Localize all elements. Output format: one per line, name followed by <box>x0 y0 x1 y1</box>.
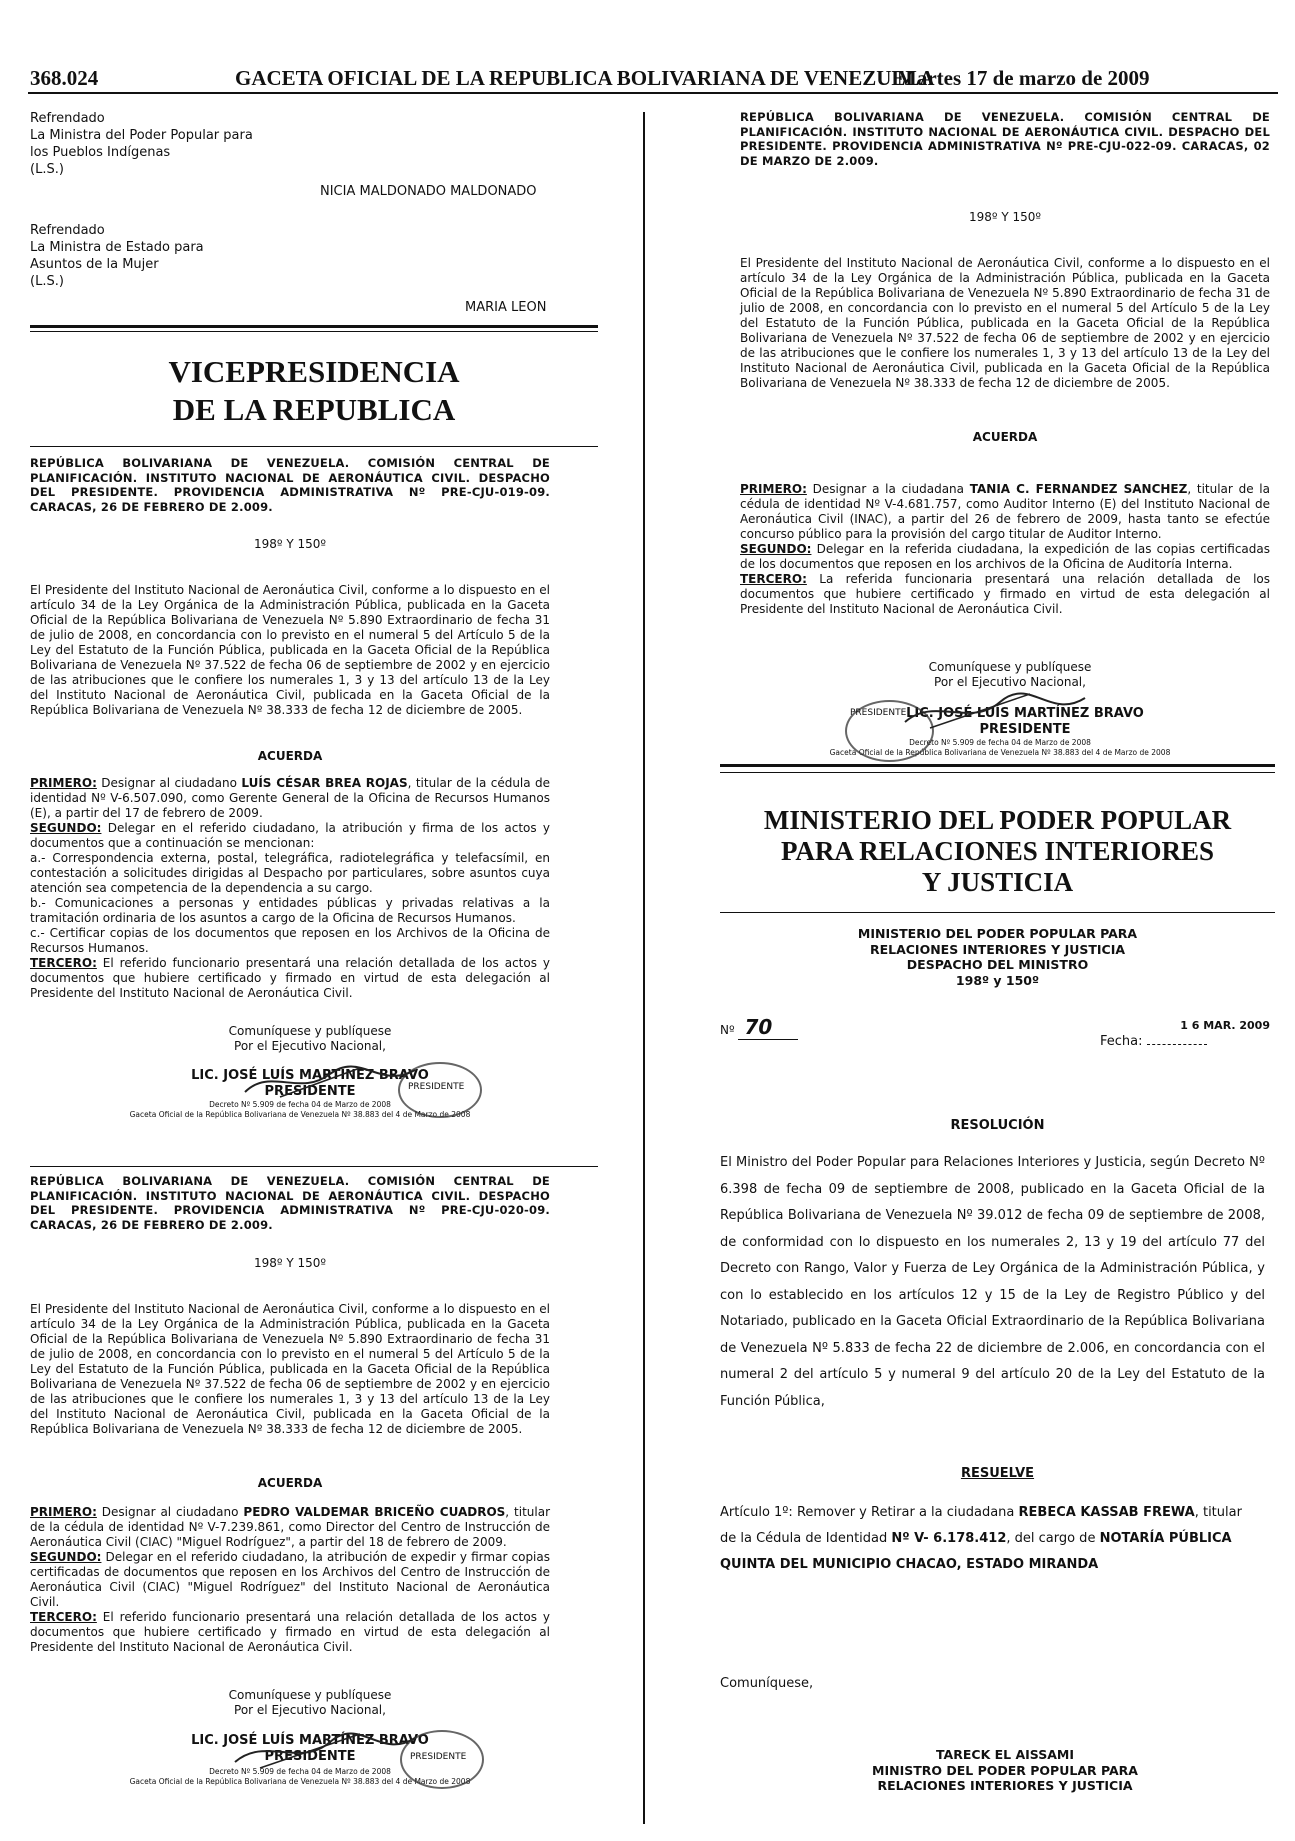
header-rule <box>28 92 1278 94</box>
acuerda-heading: ACUERDA <box>257 749 323 763</box>
ministry-heading: MINISTERIO DEL PODER POPULAR PARA RELACIONES INTERIORES Y JUSTICIA DESPACHO DEL MINISTRO 198º y 150º <box>857 926 1138 988</box>
section-rule <box>30 325 598 328</box>
signature-block: Comuníquese y publíquese Por el Ejecutivo Nacional, <box>228 1688 392 1717</box>
resuelve-heading: RESUELVE <box>960 1466 1035 1481</box>
section-rule <box>30 331 598 332</box>
signer-block: LIC. JOSÉ LUÍS MARTÍNEZ BRAVO PRESIDENTE <box>191 1733 429 1764</box>
signer-name: NICIA MALDONADO MALDONADO <box>320 184 537 199</box>
resolution-number: Nº 70 <box>720 1020 830 1039</box>
articulo-1: Artículo 1º: Remover y Retirar a la ciudadana REBECA KASSAB FREWA, titular de la Cédula de Identidad Nº V- 6.178.412, del cargo de NOTARÍA PÚBLICA QUINTA DEL MUNICIPIO CHACAO, ESTADO MIRANDA <box>720 1505 1242 1572</box>
signature-block: Comuníquese y publíquese Por el Ejecutivo Nacional, <box>228 1024 392 1053</box>
providencia-heading: REPÚBLICA BOLIVARIANA DE VENEZUELA. COMISIÓN CENTRAL DE PLANIFICACIÓN. INSTITUTO NACIONAL DE AERONÁUTICA CIVIL. DESPACHO DEL PRESIDENTE. PROVIDENCIA ADMINISTRATIVA Nº PRE-CJU-020-09. CARACAS, 26 DE FEBRERO DE 2.009. <box>30 1174 550 1232</box>
providencia-intro: El Presidente del Instituto Nacional de Aeronáutica Civil, conforme a lo dispuesto en el artículo 34 de la Ley Orgánica de la Administración Pública, publicada en la Gaceta Oficial de la República Bolivariana de Venezuela Nº 5.890 Extraordinario de fecha 31 de julio de 2008, en concordancia con lo previsto en el numeral 5 del Artículo 5 de la Ley del Estatuto de la Función Pública, publicada en la Gaceta Oficial de la República Bolivariana de Venezuela Nº 37.522 de fecha 06 de septiembre de 2002 y en ejercicio de las atribuciones que le confiere los numerales 1, 3 y 13 del artículo 13 de la Ley del Instituto Nacional de Aeronáutica Civil, publicada en la Gaceta Oficial de la República Bolivariana de Venezuela Nº 38.333 de fecha 12 de diciembre de 2005. <box>30 583 550 717</box>
resolucion-heading: RESOLUCIÓN <box>950 1118 1045 1133</box>
gazette-date: Martes 17 de marzo de 2009 <box>897 66 1150 90</box>
providencia-articles: PRIMERO: Designar a la ciudadana TANIA C. FERNANDEZ SANCHEZ, titular de la cédula de identidad Nº V-4.681.757, como Auditor Interno (E) del Instituto Nacional de Aeronáutica Civil (INAC), a partir del 26 de febrero de 2009, hasta tanto se efectúe concurso público para la provisión del cargo titular de Auditor Interno. SEGUNDO: Delegar en la referida ciudadana, la expedición de las copias certificadas de los documentos que reposen en los archivos de la Oficina de Auditoría Interna. TERCERO: La referida funcionaria presentará una relación detallada de los documentos que hubiere certificado y firmado en virtud de esta delegación al Presidente del Instituto Nacional de Aeronáutica Civil. <box>740 482 1270 616</box>
resolution-date: 1 6 MAR. 2009 Fecha: <box>1100 1019 1270 1049</box>
signer-credentials: Decreto Nº 5.909 de fecha 04 de Marzo de 2008 Gaceta Oficial de la República Bolivariana de Venezuela Nº 38.883 del 4 de Marzo de 2008 <box>129 1767 471 1786</box>
years-line: 198º Y 150º <box>253 1256 327 1270</box>
comuniquese-text: Comuníquese, <box>720 1676 814 1691</box>
providencia-articles: PRIMERO: Designar al ciudadano LUÍS CÉSAR BREA ROJAS, titular de la cédula de identidad Nº V-6.507.090, como Gerente General de la Oficina de Recursos Humanos (E), a partir del 17 de febrero de 2009. SEGUNDO: Delegar en el referido ciudadano, la atribución y firma de los actos y documentos que a continuación se mencionan: a.- Correspondencia externa, postal, telegráfica, radiotelegráfica y telefacsímil, en contestación a solicitudes dirigidas al Despacho por particulares, sobre asuntos cuya atención sea competencia de la dependencia a su cargo. b.- Comunicaciones a personas y entidades públicas y privadas relativas a la tramitación ordinaria de los asuntos a cargo de la Oficina de Recursos Humanos. c.- Certificar copias de los documentos que reposen en los Archivos de la Oficina de Recursos Humanos. TERCERO: El referido funcionario presentará una relación detallada de los actos y documentos que hubiere certificado y firmado en virtud de esta delegación al Presidente del Instituto Nacional de Aeronáutica Civil. <box>30 776 551 1000</box>
section-rule <box>30 446 598 447</box>
signer-name: MARIA LEON <box>465 300 547 315</box>
handwritten-signature <box>230 1730 420 1772</box>
resolucion-text: El Ministro del Poder Popular para Relaciones Interiores y Justicia, según Decreto Nº 6.398 de fecha 09 de septiembre de 2008, publicado en la Gaceta Oficial de la República Bolivariana de Venezuela Nº 39.012 de fecha 09 de septiembre de 2008, de conformidad con lo dispuesto en los numerales 2, 13 y 19 del artículo 77 del Decreto con Rango, Valor y Fuerza de Ley Orgánica de la Administración Pública, y con lo establecido en los artículos 12 y 15 de la Ley de Registro Público y del Notariado, publicado en la Gaceta Oficial Extraordinario de la República Bolivariana de Venezuela Nº 5.833 de fecha 22 de diciembre de 2.006, en concordancia con el numeral 2 del artículo 5 y numeral 9 del artículo 20 de la Ley del Estatuto de la Función Pública, <box>720 1155 1265 1409</box>
years-line: 198º Y 150º <box>253 537 327 551</box>
gazette-header <box>30 66 1275 94</box>
section-title-vicepresidencia: VICEPRESIDENCIA DE LA REPUBLICA <box>168 354 460 427</box>
handwritten-signature <box>900 690 1090 732</box>
stamp-label: PRESIDENTE <box>410 1752 467 1762</box>
providencia-intro: El Presidente del Instituto Nacional de Aeronáutica Civil, conforme a lo dispuesto en el artículo 34 de la Ley Orgánica de la Administración Pública, publicada en la Gaceta Oficial de la República Bolivariana de Venezuela Nº 5.890 Extraordinario de fecha 31 de julio de 2008, en concordancia con lo previsto en el numeral 5 del Artículo 5 de la Ley del Estatuto de la Función Pública, publicada en la Gaceta Oficial de la República Bolivariana de Venezuela Nº 37.522 de fecha 06 de septiembre de 2002 y en ejercicio de las atribuciones que le confiere los numerales 1, 3 y 13 del artículo 13 de la Ley del Instituto Nacional de Aeronáutica Civil, publicada en la Gaceta Oficial de la República Bolivariana de Venezuela Nº 38.333 de fecha 12 de diciembre de 2005. <box>30 1302 550 1436</box>
signer-block: LIC. JOSÉ LUÍS MARTÍNEZ BRAVO PRESIDENTE <box>906 706 1144 737</box>
column-divider <box>643 112 645 1824</box>
providencia-articles: PRIMERO: Designar al ciudadano PEDRO VALDEMAR BRICEÑO CUADROS, titular de la cédula de identidad Nº V-7.239.861, como Director del Centro de Instrucción de Aeronáutica Civil (CIAC) "Miguel Rodríguez", a partir del 18 de febrero de 2009. SEGUNDO: Delegar en el referido ciudadano, la atribución de expedir y firmar copias certificadas de documentos que reposen en los Archivos del Centro de Instrucción de Aeronáutica Civil (CIAC) "Miguel Rodríguez" del Instituto Nacional de Aeronáutica Civil. TERCERO: El referido funcionario presentará una relación detallada de los actos y documentos que hubiere certificado y firmado en virtud de esta delegación al Presidente del Instituto Nacional de Aeronáutica Civil. <box>30 1505 550 1654</box>
section-rule <box>720 772 1275 773</box>
providencia-heading: REPÚBLICA BOLIVARIANA DE VENEZUELA. COMISIÓN CENTRAL DE PLANIFICACIÓN. INSTITUTO NACIONAL DE AERONÁUTICA CIVIL. DESPACHO DEL PRESIDENTE. PROVIDENCIA ADMINISTRATIVA Nº PRE-CJU-019-09. CARACAS, 26 DE FEBRERO DE 2.009. <box>30 456 550 514</box>
stamp-label: PRESIDENTE <box>408 1082 465 1092</box>
page-number: 368.024 <box>30 66 99 90</box>
acuerda-heading: ACUERDA <box>257 1476 323 1490</box>
providencia-heading: REPÚBLICA BOLIVARIANA DE VENEZUELA. COMISIÓN CENTRAL DE PLANIFICACIÓN. INSTITUTO NACIONAL DE AERONÁUTICA CIVIL. DESPACHO DEL PRESIDENTE. PROVIDENCIA ADMINISTRATIVA Nº PRE-CJU-022-09. CARACAS, 02 DE MARZO DE 2.009. <box>740 110 1270 168</box>
acuerda-heading: ACUERDA <box>972 430 1038 444</box>
providencia-intro: El Presidente del Instituto Nacional de Aeronáutica Civil, conforme a lo dispuesto en el artículo 34 de la Ley Orgánica de la Administración Pública, publicada en la Gaceta Oficial de la República Bolivariana de Venezuela Nº 5.890 Extraordinario de fecha 31 de julio de 2008, en concordancia con lo previsto en el numeral 5 del Artículo 5 de la Ley del Estatuto de la Función Pública, publicada en la Gaceta Oficial de la República Bolivariana de Venezuela Nº 37.522 de fecha 06 de septiembre de 2002 y en ejercicio de las atribuciones que le confiere los numerales 1, 3 y 13 del artículo 13 de la Ley del Instituto Nacional de Aeronáutica Civil, publicada en la Gaceta Oficial de la República Bolivariana de Venezuela Nº 38.333 de fecha 12 de diciembre de 2005. <box>740 256 1270 390</box>
signature-block: Comuníquese y publíquese Por el Ejecutivo Nacional, <box>928 660 1092 689</box>
refrendado-block-1: Refrendado La Ministra del Poder Popular para los Pueblos Indígenas (L.S.) <box>30 111 253 177</box>
years-line: 198º Y 150º <box>968 210 1042 224</box>
signer-credentials: Decreto Nº 5.909 de fecha 04 de Marzo de 2008 Gaceta Oficial de la República Bolivariana de Venezuela Nº 38.883 del 4 de Marzo de 2008 <box>129 1100 471 1119</box>
section-rule <box>30 1166 598 1167</box>
minister-signature: TARECK EL AISSAMI MINISTRO DEL PODER POPULAR PARA RELACIONES INTERIORES Y JUSTICIA <box>872 1747 1138 1793</box>
gazette-title: GACETA OFICIAL DE LA REPUBLICA BOLIVARIANA DE VENEZUELA <box>235 66 935 90</box>
signer-block: LIC. JOSÉ LUÍS MARTÍNEZ BRAVO PRESIDENTE <box>191 1068 429 1099</box>
refrendado-block-2: Refrendado La Ministra de Estado para Asuntos de la Mujer (L.S.) <box>30 223 204 289</box>
signer-credentials: Decreto Nº 5.909 de fecha 04 de Marzo de 2008 Gaceta Oficial de la República Bolivariana de Venezuela Nº 38.883 del 4 de Marzo de 2008 <box>829 738 1171 757</box>
handwritten-signature <box>240 1062 420 1102</box>
stamp-label: PRESIDENTE <box>850 708 907 718</box>
section-rule <box>720 912 1275 913</box>
section-rule <box>720 764 1275 767</box>
section-title-ministerio: MINISTERIO DEL PODER POPULAR PARA RELACIONES INTERIORES Y JUSTICIA <box>763 805 1232 897</box>
